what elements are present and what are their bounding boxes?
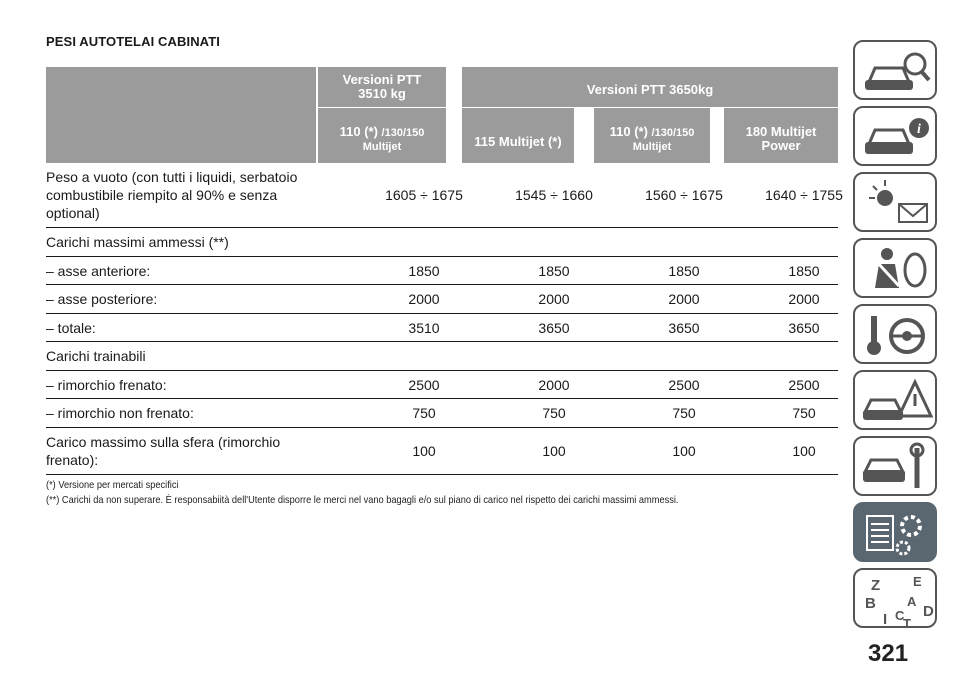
header-group-3510 xyxy=(318,67,446,107)
row-label-line: optional) xyxy=(46,205,100,221)
section-title: PESI AUTOTELAI CABINATI xyxy=(46,34,220,49)
footnote-1: (*) Versione per mercati specifici xyxy=(46,479,179,491)
header-col-4 xyxy=(724,108,838,163)
row-value: 1560 ÷ 1675 xyxy=(645,187,723,203)
alphabetical-index-icon xyxy=(855,570,939,630)
row-value: 750 xyxy=(542,405,566,421)
header-col-1-suffix: /130/150 xyxy=(381,127,425,139)
weights-table xyxy=(46,163,843,475)
row-label xyxy=(46,319,316,337)
table-row xyxy=(46,314,838,342)
header-group-3510-line1: Versioni PTT xyxy=(342,72,422,87)
index-letter: E xyxy=(913,574,922,589)
row-value: 1850 xyxy=(408,263,440,279)
row-label xyxy=(46,168,316,222)
chapter-tile-9[interactable] xyxy=(853,568,937,628)
chapter-tile-1[interactable] xyxy=(853,40,937,100)
index-letter: Z xyxy=(871,577,881,594)
row-label xyxy=(46,376,316,394)
row-value: 100 xyxy=(792,443,816,459)
chapter-tile-3[interactable] xyxy=(853,172,937,232)
row-value: 2500 xyxy=(788,377,820,393)
row-value: 1850 xyxy=(668,263,700,279)
header-col-2-main: 115 Multijet (*) xyxy=(474,134,562,149)
row-value: 1640 ÷ 1755 xyxy=(765,187,843,203)
row-label xyxy=(46,233,316,251)
row-value: 750 xyxy=(412,405,436,421)
chapter-tile-4[interactable] xyxy=(853,238,937,298)
header-group-3650-label: Versioni PTT 3650kg xyxy=(586,82,714,97)
row-label-line: – asse posteriore: xyxy=(46,291,158,307)
car-wrench-icon xyxy=(855,438,939,498)
footnotes xyxy=(46,478,678,508)
table-row xyxy=(46,428,838,475)
row-label-line: Carichi massimi ammessi (**) xyxy=(46,234,229,250)
header-col-2 xyxy=(462,108,574,163)
row-label-line: – rimorchio frenato: xyxy=(46,377,167,393)
table-row xyxy=(46,163,843,228)
row-label-line: – totale: xyxy=(46,320,96,336)
row-value: 2000 xyxy=(538,377,570,393)
row-value: 2000 xyxy=(408,291,440,307)
header-label-cell xyxy=(46,67,316,163)
row-value: 1850 xyxy=(538,263,570,279)
row-value: 1545 ÷ 1660 xyxy=(515,187,593,203)
row-value: 100 xyxy=(542,443,566,459)
header-col-3 xyxy=(594,108,710,163)
chapter-tile-5[interactable] xyxy=(853,304,937,364)
row-value: 3650 xyxy=(668,320,700,336)
table-row xyxy=(46,285,838,314)
seatbelt-airbag-icon xyxy=(855,240,939,300)
row-value: 2000 xyxy=(538,291,570,307)
header-col-3-main: 110 (*) xyxy=(609,124,648,139)
table-row xyxy=(46,371,838,399)
index-letter: T xyxy=(903,616,911,630)
chapter-tile-7[interactable] xyxy=(853,436,937,496)
index-letter: D xyxy=(923,603,934,620)
row-label-line: Carichi trainabili xyxy=(46,348,146,364)
header-group-3510-line2: 3510 kg xyxy=(358,86,406,101)
index-letter: B xyxy=(865,595,876,612)
row-value: 3650 xyxy=(788,320,820,336)
index-letter: C xyxy=(895,608,905,623)
row-value: 100 xyxy=(412,443,436,459)
row-value: 2000 xyxy=(668,291,700,307)
row-label xyxy=(46,404,316,422)
car-search-icon xyxy=(855,42,939,102)
header-group-3650 xyxy=(462,67,838,107)
row-label-line: Carico massimo sulla sfera (rimorchio xyxy=(46,434,281,450)
row-label-line: – asse anteriore: xyxy=(46,263,151,279)
row-value: 2500 xyxy=(668,377,700,393)
key-steering-wheel-icon xyxy=(855,306,939,366)
table-row xyxy=(46,228,838,257)
car-warning-triangle-icon xyxy=(855,372,939,432)
row-label xyxy=(46,433,316,469)
header-col-1-main: 110 (*) xyxy=(339,124,378,139)
header-col-3-sub: Multijet xyxy=(632,141,672,153)
row-value: 3510 xyxy=(408,320,440,336)
svg-text:i: i xyxy=(917,122,921,137)
car-info-icon xyxy=(855,108,939,168)
row-value: 750 xyxy=(672,405,696,421)
row-value: 2500 xyxy=(408,377,440,393)
header-col-1 xyxy=(318,108,446,163)
warning-light-message-icon xyxy=(855,174,939,234)
row-label xyxy=(46,262,316,280)
header-col-1-sub: Multijet xyxy=(362,141,402,153)
header-col-3-suffix: /130/150 xyxy=(651,127,695,139)
row-value: 2000 xyxy=(788,291,820,307)
row-label xyxy=(46,347,316,365)
header-col-4-sub: Power xyxy=(761,138,801,153)
header-col-4-main: 180 Multijet xyxy=(745,124,817,139)
row-label xyxy=(46,290,316,308)
table-row xyxy=(46,399,838,428)
row-label-line: combustibile riempito al 90% e senza xyxy=(46,187,278,203)
chapter-tile-8-active[interactable] xyxy=(853,502,937,562)
row-value: 3650 xyxy=(538,320,570,336)
index-letter: A xyxy=(907,594,917,609)
page-number: 321 xyxy=(868,640,909,667)
row-value: 1605 ÷ 1675 xyxy=(385,187,463,203)
row-value: 750 xyxy=(792,405,816,421)
row-value: 1850 xyxy=(788,263,820,279)
chapter-tile-2[interactable] xyxy=(853,106,937,166)
row-label-line: – rimorchio non frenato: xyxy=(46,405,194,421)
row-value: 100 xyxy=(672,443,696,459)
row-label-line: Peso a vuoto (con tutti i liquidi, serbatoio xyxy=(46,169,298,185)
index-letter: I xyxy=(883,611,888,628)
chapter-tile-6[interactable] xyxy=(853,370,937,430)
footnote-2: (**) Carichi da non superare. È responsabiità dell'Utente disporre le merci nel vano bagagli e/o sul piano di carico nel rispetto dei carichi massimi ammessi. xyxy=(46,494,679,506)
table-row xyxy=(46,257,838,285)
table-row xyxy=(46,342,838,371)
technical-data-list-gear-icon xyxy=(855,504,939,564)
row-label-line: frenato): xyxy=(46,452,99,468)
